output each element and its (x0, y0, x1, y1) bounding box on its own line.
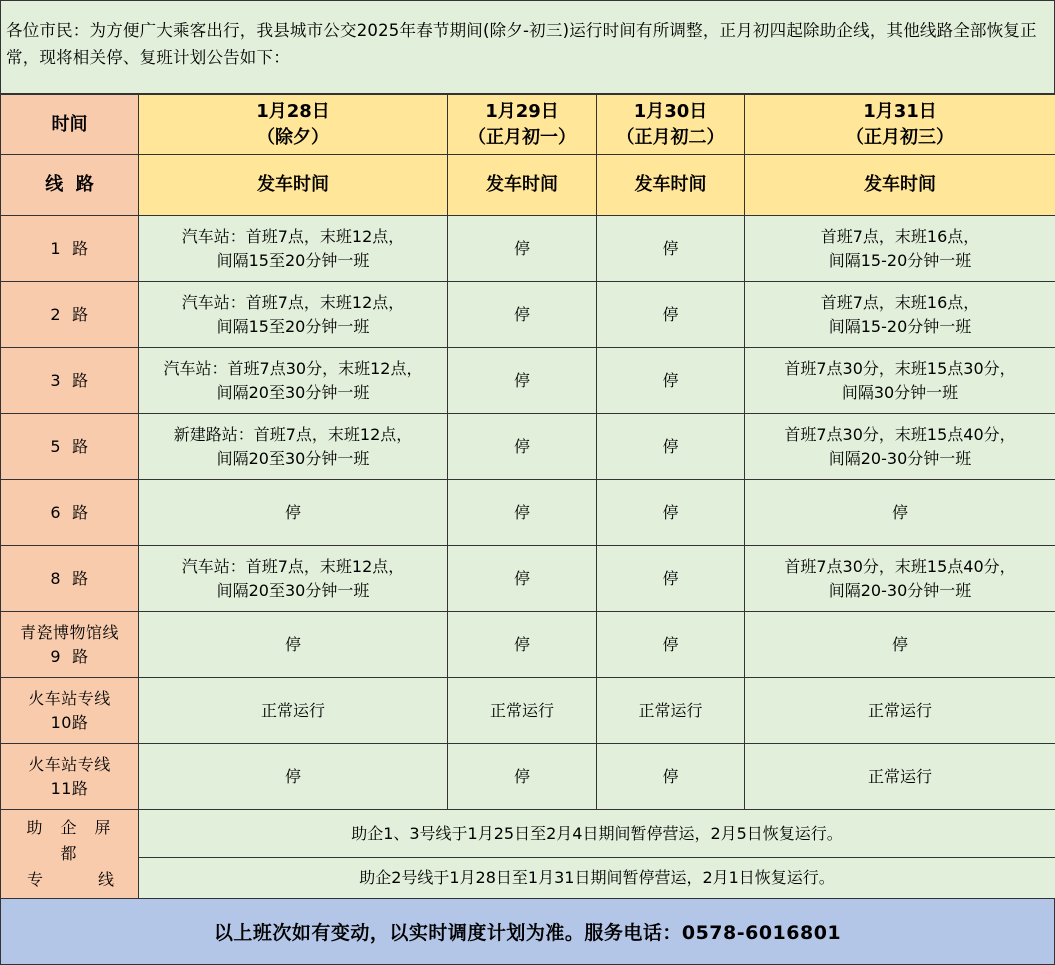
schedule-cell: 停 (597, 744, 745, 810)
schedule-cell: 停 (597, 348, 745, 414)
zhuqi-label-line: 助企屏都 (26, 818, 129, 863)
cell-line: 停 (284, 766, 301, 786)
schedule-cell: 停 (448, 612, 597, 678)
schedule-cell: 停 (597, 546, 745, 612)
route-row (1, 678, 1055, 744)
schedule-cell (139, 546, 448, 612)
schedule-cell (139, 282, 448, 348)
schedule-cell: 停 (448, 348, 597, 414)
date-header: 1月30日 （正月初二） (597, 95, 745, 155)
route-row (1, 414, 1055, 480)
route-row (1, 546, 1055, 612)
cell-line: 2 路 (50, 304, 89, 324)
route-name (1, 480, 139, 546)
zhuqi-row (1, 858, 1055, 899)
cell-line: 汽车站：首班7点30分，末班12点， (163, 358, 423, 378)
schedule-cell: 停 (448, 480, 597, 546)
line-label: 线 路 (1, 155, 139, 216)
cell-line: 首班7点，末班16点， (820, 226, 980, 246)
schedule-cell (139, 678, 448, 744)
schedule-cell (745, 612, 1055, 678)
schedule-cell (139, 414, 448, 480)
cell-line: 首班7点30分，末班15点30分， (784, 358, 1016, 378)
cell-line: 3 路 (50, 370, 89, 390)
cell-line: 间隔20-30分钟一班 (828, 448, 972, 468)
cell-line: 停 (891, 634, 908, 654)
cell-line: 10路 (50, 712, 89, 732)
schedule-cell (139, 744, 448, 810)
cell-line: 6 路 (50, 502, 89, 522)
route-row (1, 216, 1055, 282)
cell-line: 1 路 (50, 238, 89, 258)
depart-time-header: 发车时间 (139, 155, 448, 216)
route-name (1, 348, 139, 414)
route-name (1, 282, 139, 348)
zhuqi-label-char: 线 (97, 870, 114, 889)
cell-line: 停 (891, 502, 908, 522)
cell-line: 正常运行 (867, 766, 932, 786)
cell-line: 首班7点30分，末班15点40分， (784, 556, 1016, 576)
route-row (1, 480, 1055, 546)
cell-line: 首班7点，末班16点， (820, 292, 980, 312)
route-row (1, 348, 1055, 414)
zhuqi-note: 助企2号线于1月28日至1月31日期间暂停营运，2月1日恢复运行。 (139, 858, 1055, 899)
depart-time-header: 发车时间 (745, 155, 1055, 216)
cell-line: 间隔15-20分钟一班 (828, 250, 972, 270)
cell-line: 间隔20至30分钟一班 (216, 382, 370, 402)
schedule-cell: 停 (448, 546, 597, 612)
schedule-cell (139, 612, 448, 678)
cell-line: 汽车站：首班7点，末班12点， (181, 556, 405, 576)
depart-time-header: 发车时间 (597, 155, 745, 216)
schedule-cell (745, 348, 1055, 414)
notice-text: 各位市民：为方便广大乘客出行，我县城市公交2025年春节期间(除夕-初三)运行时间有所调整，正月初四起除助企线，其他线路全部恢复正常，现将相关停、复班计划公告如下： (0, 0, 1055, 94)
date-header: 1月29日 （正月初一） (448, 95, 597, 155)
cell-line: 火车站专线 (28, 754, 111, 774)
zhuqi-label-line (3, 867, 136, 893)
route-name (1, 612, 139, 678)
schedule-cell: 正常运行 (448, 678, 597, 744)
cell-line: 9 路 (50, 646, 89, 666)
cell-line: 8 路 (50, 568, 89, 588)
route-name (1, 678, 139, 744)
cell-line: 间隔30分钟一班 (841, 382, 959, 402)
schedule-cell (745, 546, 1055, 612)
schedule-cell: 停 (597, 480, 745, 546)
schedule-cell (745, 480, 1055, 546)
schedule-cell: 停 (597, 216, 745, 282)
cell-line: 汽车站：首班7点，末班12点， (181, 292, 405, 312)
header-date-row (1, 95, 1055, 155)
depart-time-header: 发车时间 (448, 155, 597, 216)
cell-line: 间隔20-30分钟一班 (828, 580, 972, 600)
cell-line: 间隔15-20分钟一班 (828, 316, 972, 336)
zhuqi-row (1, 810, 1055, 858)
schedule-cell: 正常运行 (597, 678, 745, 744)
header-line-row (1, 155, 1055, 216)
schedule-cell (745, 678, 1055, 744)
schedule-table (0, 94, 1055, 899)
route-row (1, 282, 1055, 348)
zhuqi-note: 助企1、3号线于1月25日至2月4日期间暂停营运，2月5日恢复运行。 (139, 810, 1055, 858)
cell-line: 正常运行 (260, 700, 325, 720)
schedule-cell (139, 480, 448, 546)
schedule-cell (745, 414, 1055, 480)
cell-line: 停 (284, 634, 301, 654)
cell-line: 11路 (50, 778, 89, 798)
schedule-cell: 停 (448, 744, 597, 810)
schedule-cell: 停 (597, 612, 745, 678)
zhuqi-label (1, 810, 139, 899)
route-row (1, 744, 1055, 810)
cell-line: 停 (284, 502, 301, 522)
cell-line: 首班7点30分，末班15点40分， (784, 424, 1016, 444)
cell-line: 间隔20至30分钟一班 (216, 580, 370, 600)
cell-line: 间隔15至20分钟一班 (216, 250, 370, 270)
schedule-cell (745, 744, 1055, 810)
date-header: 1月31日 （正月初三） (745, 95, 1055, 155)
route-name (1, 414, 139, 480)
schedule-cell (139, 216, 448, 282)
schedule-cell: 停 (448, 282, 597, 348)
route-name (1, 546, 139, 612)
cell-line: 火车站专线 (28, 688, 111, 708)
schedule-cell: 停 (448, 414, 597, 480)
zhuqi-label-char: 专 (27, 870, 44, 889)
route-row (1, 612, 1055, 678)
schedule-cell: 停 (597, 282, 745, 348)
cell-line: 青瓷博物馆线 (19, 622, 119, 642)
schedule-cell (745, 282, 1055, 348)
schedule-cell (745, 216, 1055, 282)
time-label: 时间 (1, 95, 139, 155)
cell-line: 汽车站：首班7点，末班12点， (181, 226, 405, 246)
cell-line: 新建路站：首班7点，末班12点， (173, 424, 413, 444)
footer-note: 以上班次如有变动，以实时调度计划为准。服务电话：0578-6016801 (0, 898, 1055, 965)
route-name (1, 216, 139, 282)
cell-line: 5 路 (50, 436, 89, 456)
route-name (1, 744, 139, 810)
cell-line: 间隔20至30分钟一班 (216, 448, 370, 468)
date-header: 1月28日 （除夕） (139, 95, 448, 155)
cell-line: 间隔15至20分钟一班 (216, 316, 370, 336)
schedule-cell: 停 (448, 216, 597, 282)
schedule-cell: 停 (597, 414, 745, 480)
cell-line: 正常运行 (867, 700, 932, 720)
schedule-cell (139, 348, 448, 414)
